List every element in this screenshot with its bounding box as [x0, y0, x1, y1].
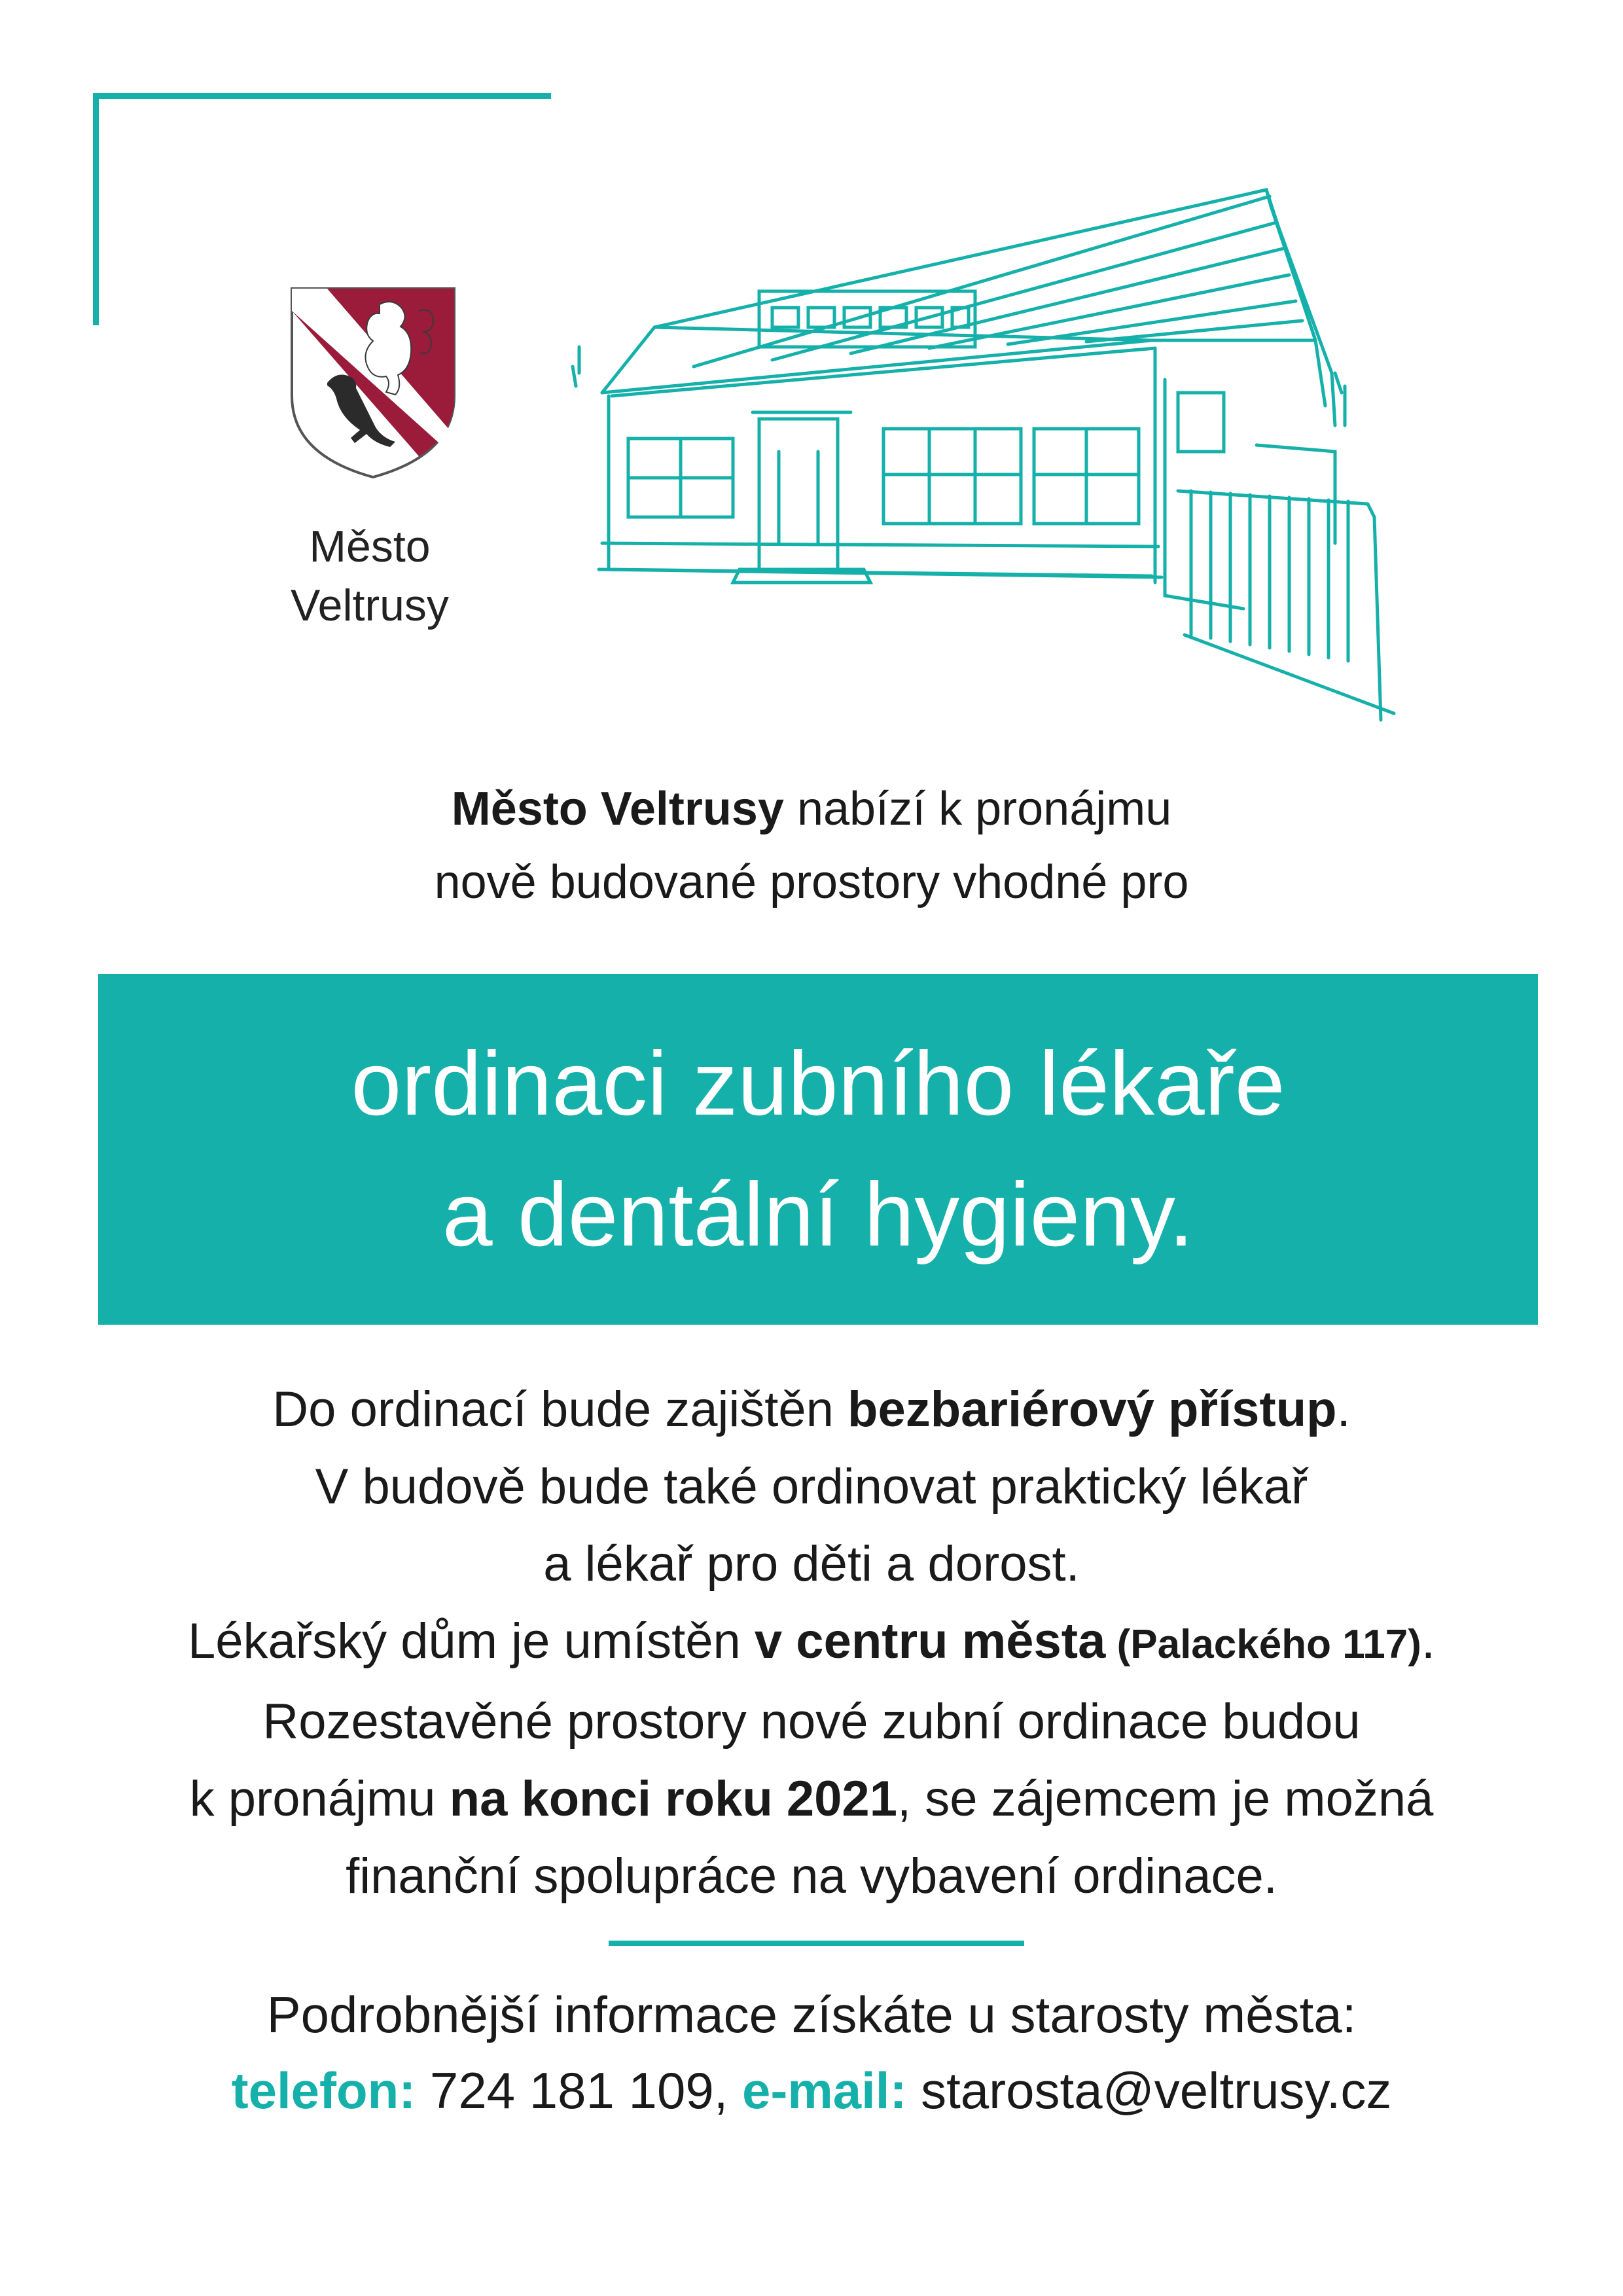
body-line-1 — [105, 1371, 1518, 1448]
body-l6a: k pronájmu — [189, 1771, 450, 1827]
body-l6b: na konci roku 2021 — [449, 1771, 897, 1827]
body-line-2: V budově bude také ordinovat praktický lékař — [315, 1459, 1308, 1515]
body-line-6 — [105, 1761, 1518, 1838]
corner-line-vertical — [93, 93, 99, 325]
body-line-5: Rozestavěné prostory nové zubní ordinace budou — [262, 1694, 1361, 1749]
body-l1c: . — [1336, 1382, 1351, 1437]
phone-value[interactable]: 724 181 109, — [416, 2062, 743, 2119]
body-l4c: (Palackého 117) — [1105, 1622, 1421, 1667]
intro-town-bold: Město Veltrusy — [451, 783, 784, 835]
body-line-7: finanční spolupráce na vybavení ordinace. — [346, 1848, 1277, 1904]
body-line-3: a lékař pro děti a dorost. — [543, 1536, 1080, 1592]
headline-banner — [98, 974, 1538, 1325]
town-logo-line2: Veltrusy — [291, 581, 449, 630]
town-logo-line1: Město — [309, 522, 431, 571]
body-line-4 — [105, 1603, 1518, 1683]
email-label: e-mail: — [742, 2062, 907, 2119]
body-l1a: Do ordinací bude zajištěn — [272, 1382, 848, 1437]
house-sketch-illustration — [563, 177, 1466, 740]
body-l4b: v centru města — [754, 1613, 1106, 1669]
intro-rest: nabízí k pronájmu — [783, 783, 1172, 835]
phone-label: telefon: — [231, 2062, 416, 2119]
intro-line2: nově budované prostory vhodné pro — [434, 856, 1189, 908]
description-text — [105, 1371, 1518, 1915]
town-logo-text — [242, 517, 497, 635]
contact-heading: Podrobnější informace získáte u starosty města: — [266, 1986, 1357, 2043]
banner-line2: a dentální hygieny. — [442, 1164, 1194, 1265]
banner-line1: ordinaci zubního lékaře — [351, 1033, 1285, 1134]
corner-line-horizontal — [93, 93, 551, 99]
email-value[interactable]: starosta@veltrusy.cz — [906, 2062, 1392, 2119]
body-l4d: . — [1421, 1613, 1435, 1669]
contact-info — [105, 1977, 1518, 2128]
contact-details — [105, 2053, 1518, 2128]
body-l6c: , se zájemcem je možná — [897, 1771, 1434, 1827]
coat-of-arms-icon — [288, 285, 458, 481]
body-l1b: bezbariérový přístup — [847, 1382, 1337, 1437]
divider-line — [609, 1941, 1024, 1946]
intro-text — [196, 772, 1427, 919]
body-l4a: Lékařský dům je umístěn — [188, 1613, 755, 1669]
